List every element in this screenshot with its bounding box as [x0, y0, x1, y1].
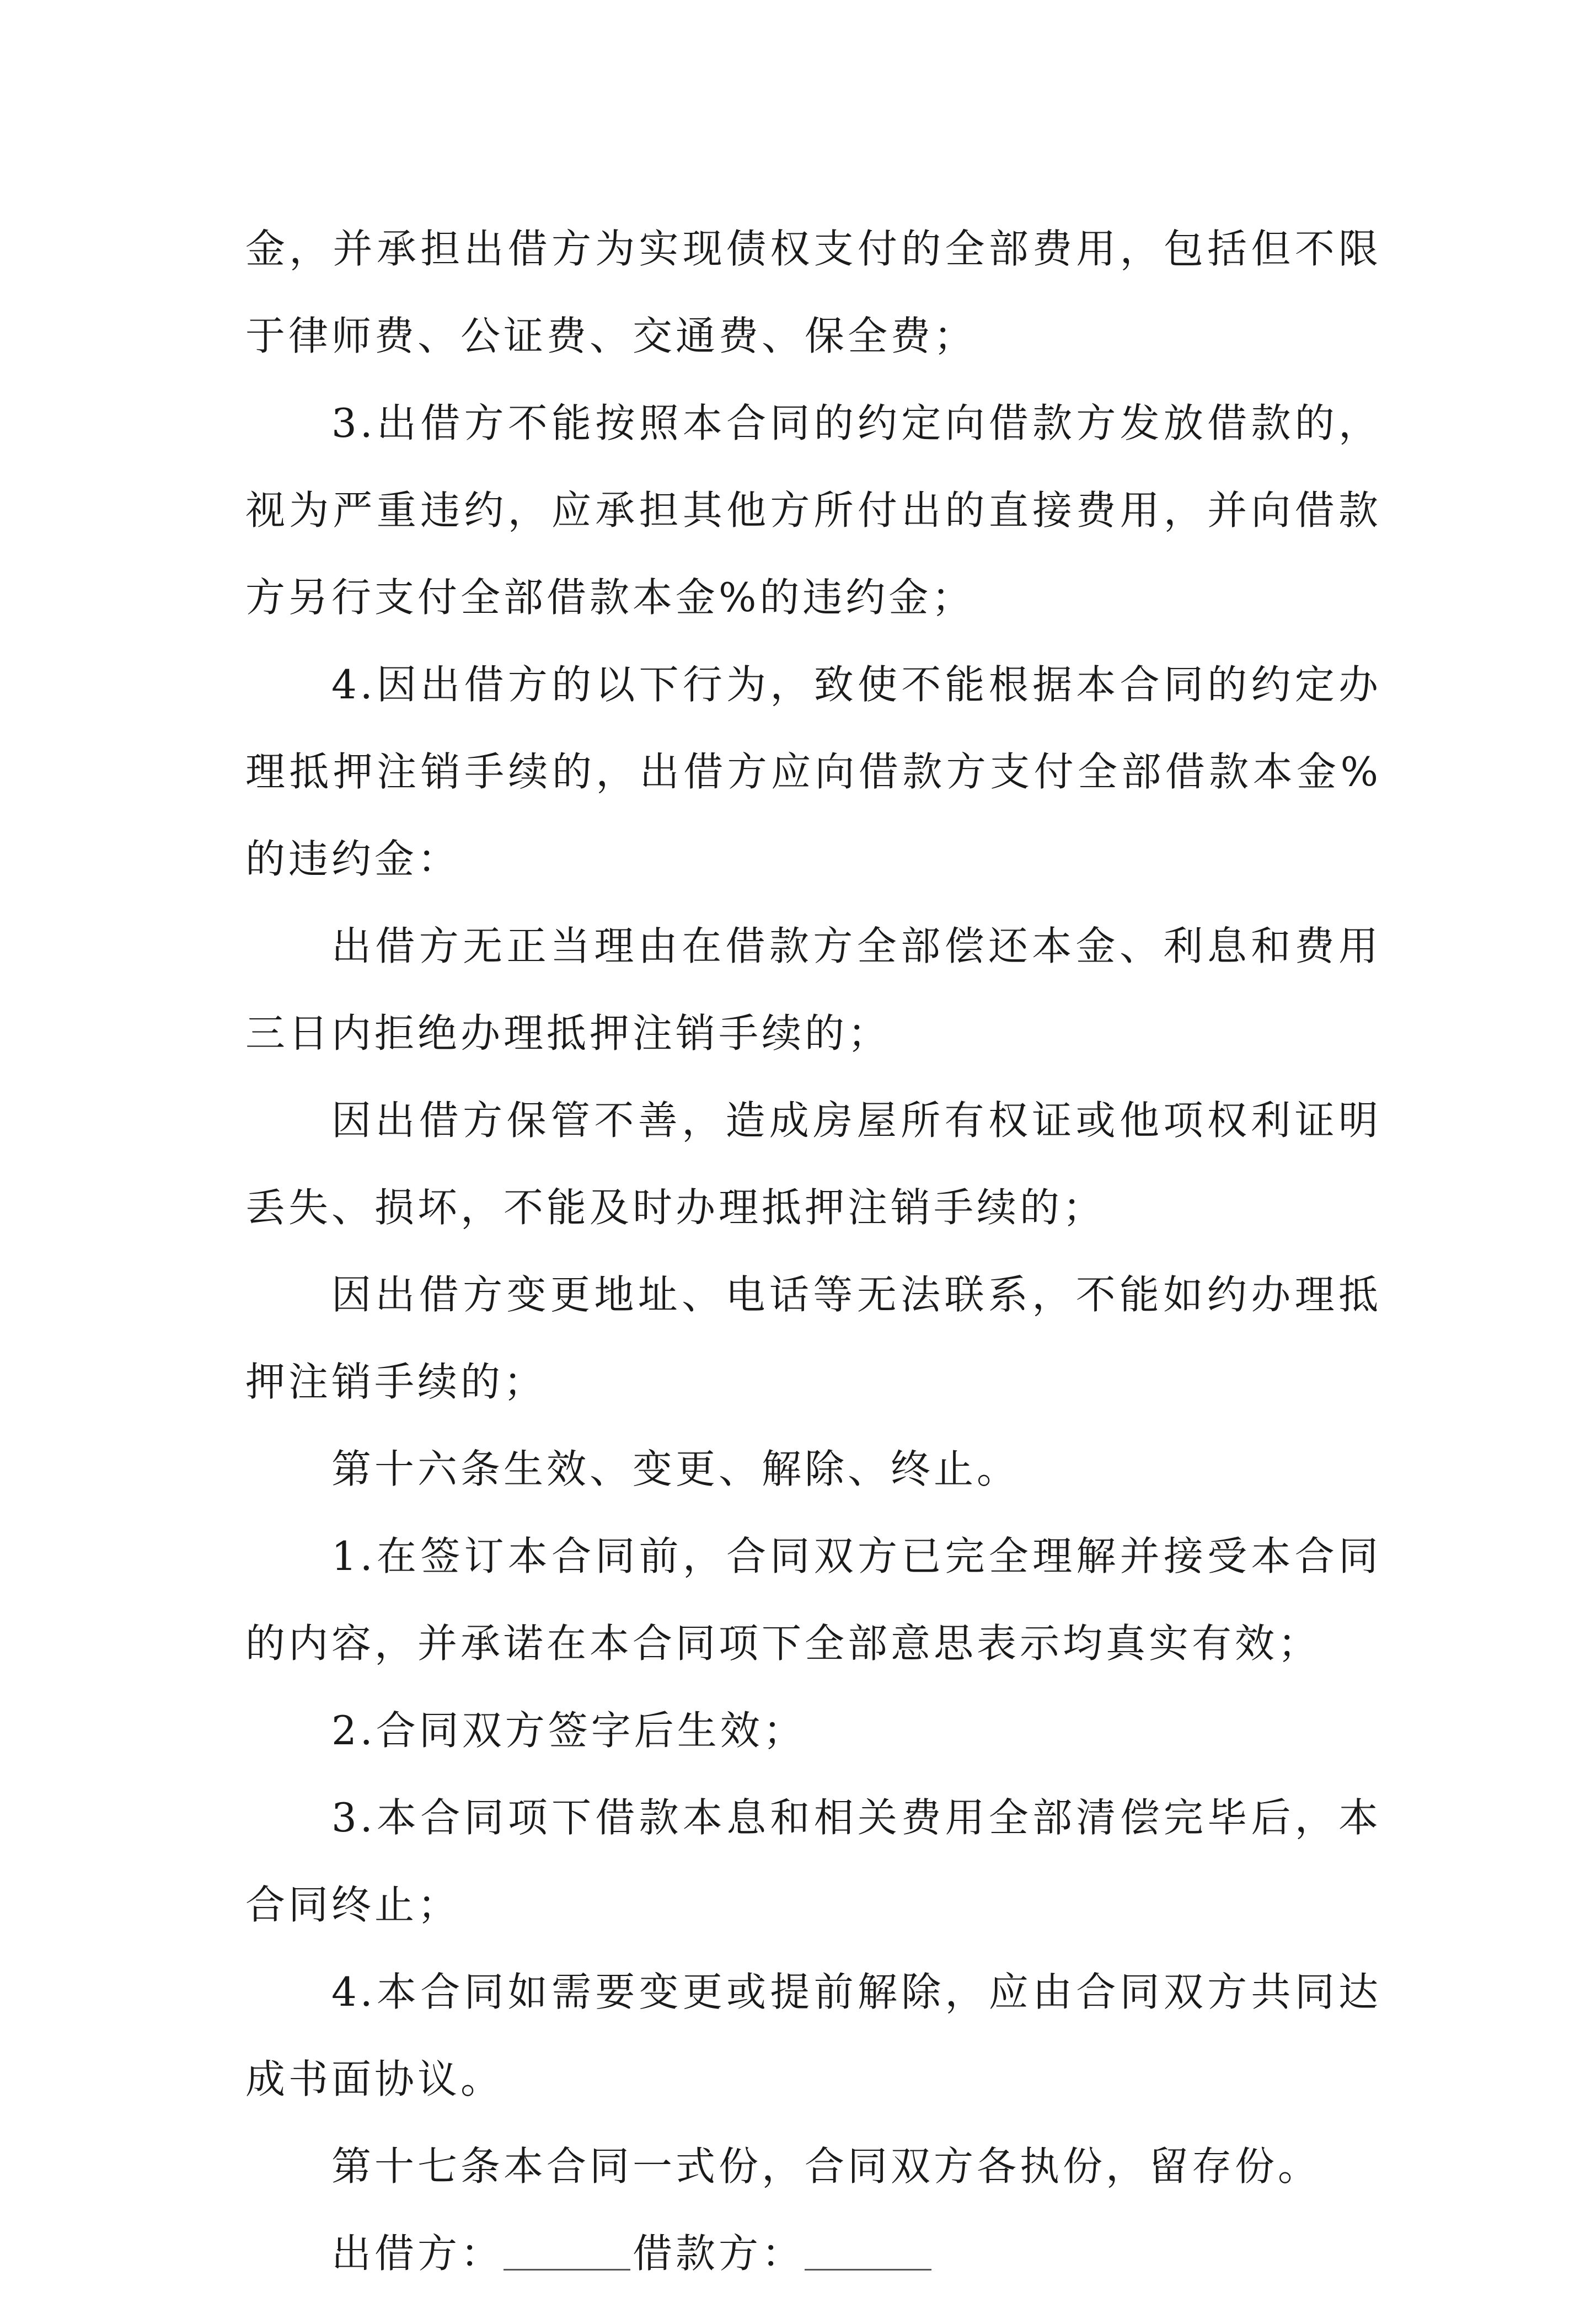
lender-signature-blank [504, 2230, 630, 2271]
paragraph: 因出借方保管不善，造成房屋所有权证或他项权利证明丢失、损坏，不能及时办理抵押注销手续的； [245, 1097, 1381, 1231]
paragraph: 4.因出借方的以下行为，致使不能根据本合同的约定办理抵押注销手续的，出借方应向借款方支付全部借款本金%的违约金： [245, 661, 1381, 882]
paragraph: 因出借方变更地址、电话等无法联系，不能如约办理抵押注销手续的； [245, 1272, 1381, 1405]
article-heading: 第十七条本合同一式份，合同双方各执份，留存份。 [331, 2143, 1321, 2189]
paragraph: 出借方无正当理由在借款方全部偿还本金、利息和费用三日内拒绝办理抵押注销手续的； [245, 923, 1381, 1056]
borrower-signature-blank [805, 2230, 931, 2271]
paragraph: 金，并承担出借方为实现债权支付的全部费用，包括但不限于律师费、公证费、交通费、保全费； [245, 226, 1381, 359]
document-body [245, 205, 1381, 2297]
lender-label: 出借方： [331, 2230, 504, 2277]
paragraph: 3.本合同项下借款本息和相关费用全部清偿完毕后，本合同终止； [245, 1794, 1381, 1928]
article-heading: 第十六条生效、变更、解除、终止。 [331, 1446, 1020, 1492]
signature-line [245, 2210, 1381, 2297]
paragraph: 3.出借方不能按照本合同的约定向借款方发放借款的，视为严重违约，应承担其他方所付出的直接费用，并向借款方另行支付全部借款本金%的违约金； [245, 400, 1381, 621]
paragraph: 2.合同双方签字后生效； [331, 1707, 806, 1754]
borrower-label: 借款方： [633, 2230, 805, 2277]
paragraph: 4.本合同如需要变更或提前解除，应由合同双方共同达成书面协议。 [245, 1969, 1381, 2102]
paragraph: 1.在签订本合同前，合同双方已完全理解并接受本合同的内容，并承诺在本合同项下全部意思表示均真实有效； [245, 1533, 1381, 1666]
